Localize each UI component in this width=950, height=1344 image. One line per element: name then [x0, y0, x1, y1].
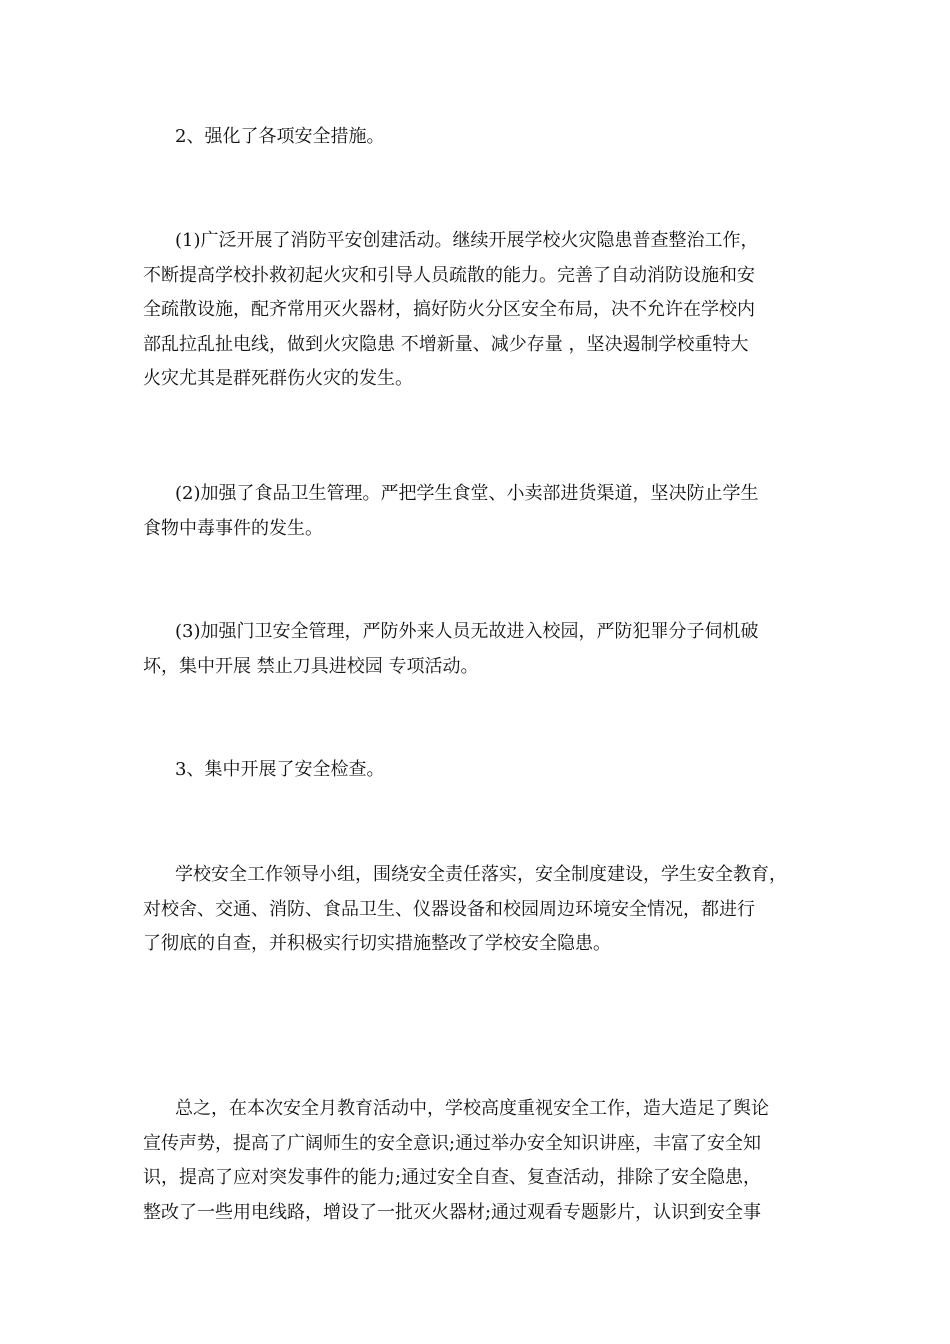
paragraph-gate-safety: [143, 615, 833, 684]
paragraph-line: 对校舍、交通、消防、食品卫生、仪器设备和校园周边环境安全情况，都进行: [143, 898, 755, 920]
heading-text: 3、集中开展了安全检查。: [175, 759, 385, 780]
section-heading-2: [143, 120, 833, 155]
paragraph-line: 食物中毒事件的发生。: [143, 517, 323, 539]
paragraph-line: 部乱拉乱扯电线，做到火灾隐患 不增新量、减少存量 ，坚决遏制学校重特大: [143, 333, 749, 355]
paragraph-line: 全疏散设施，配齐常用灭火器材，搞好防火分区安全布局，决不允许在学校内: [143, 299, 755, 320]
paragraph-fire-safety: [143, 224, 833, 397]
paragraph-inspection: [143, 858, 833, 962]
paragraph-line: (1)广泛开展了消防平安创建活动。继续开展学校火灾隐患普查整治工作，: [175, 230, 759, 251]
paragraph-line: (2)加强了食品卫生管理。严把学生食堂、小卖部进货渠道，坚决防止学生: [175, 483, 759, 504]
paragraph-line: 宣传声势，提高了广阔师生的安全意识;通过举办安全知识讲座，丰富了安全知: [143, 1132, 762, 1154]
paragraph-line: 火灾尤其是群死群伤火灾的发生。: [143, 368, 413, 389]
paragraph-line: 了彻底的自查，并积极实行切实措施整改了学校安全隐患。: [143, 933, 611, 954]
paragraph-summary: [143, 1092, 833, 1230]
paragraph-line: 坏，集中开展 禁止刀具进校园 专项活动。: [143, 655, 479, 677]
heading-text: 2、强化了各项安全措施。: [175, 126, 385, 147]
paragraph-line: 识，提高了应对突发事件的能力;通过安全自查、复查活动，排除了安全隐患，: [143, 1167, 762, 1188]
paragraph-line: 不断提高学校扑救初起火灾和引导人员疏散的能力。完善了自动消防设施和安: [143, 264, 755, 286]
paragraph-food-safety: [143, 477, 833, 546]
section-heading-3: [143, 753, 833, 788]
paragraph-line: (3)加强门卫安全管理，严防外来人员无故进入校园，严防犯罪分子伺机破: [175, 621, 759, 642]
paragraph-line: 总之，在本次安全月教育活动中，学校高度重视安全工作，造大造足了舆论: [175, 1098, 769, 1119]
paragraph-line: 整改了一些用电线路，增设了一批灭火器材;通过观看专题影片，认识到安全事: [143, 1201, 762, 1223]
paragraph-line: 学校安全工作领导小组，围绕安全责任落实，安全制度建设，学生安全教育，: [175, 864, 787, 885]
